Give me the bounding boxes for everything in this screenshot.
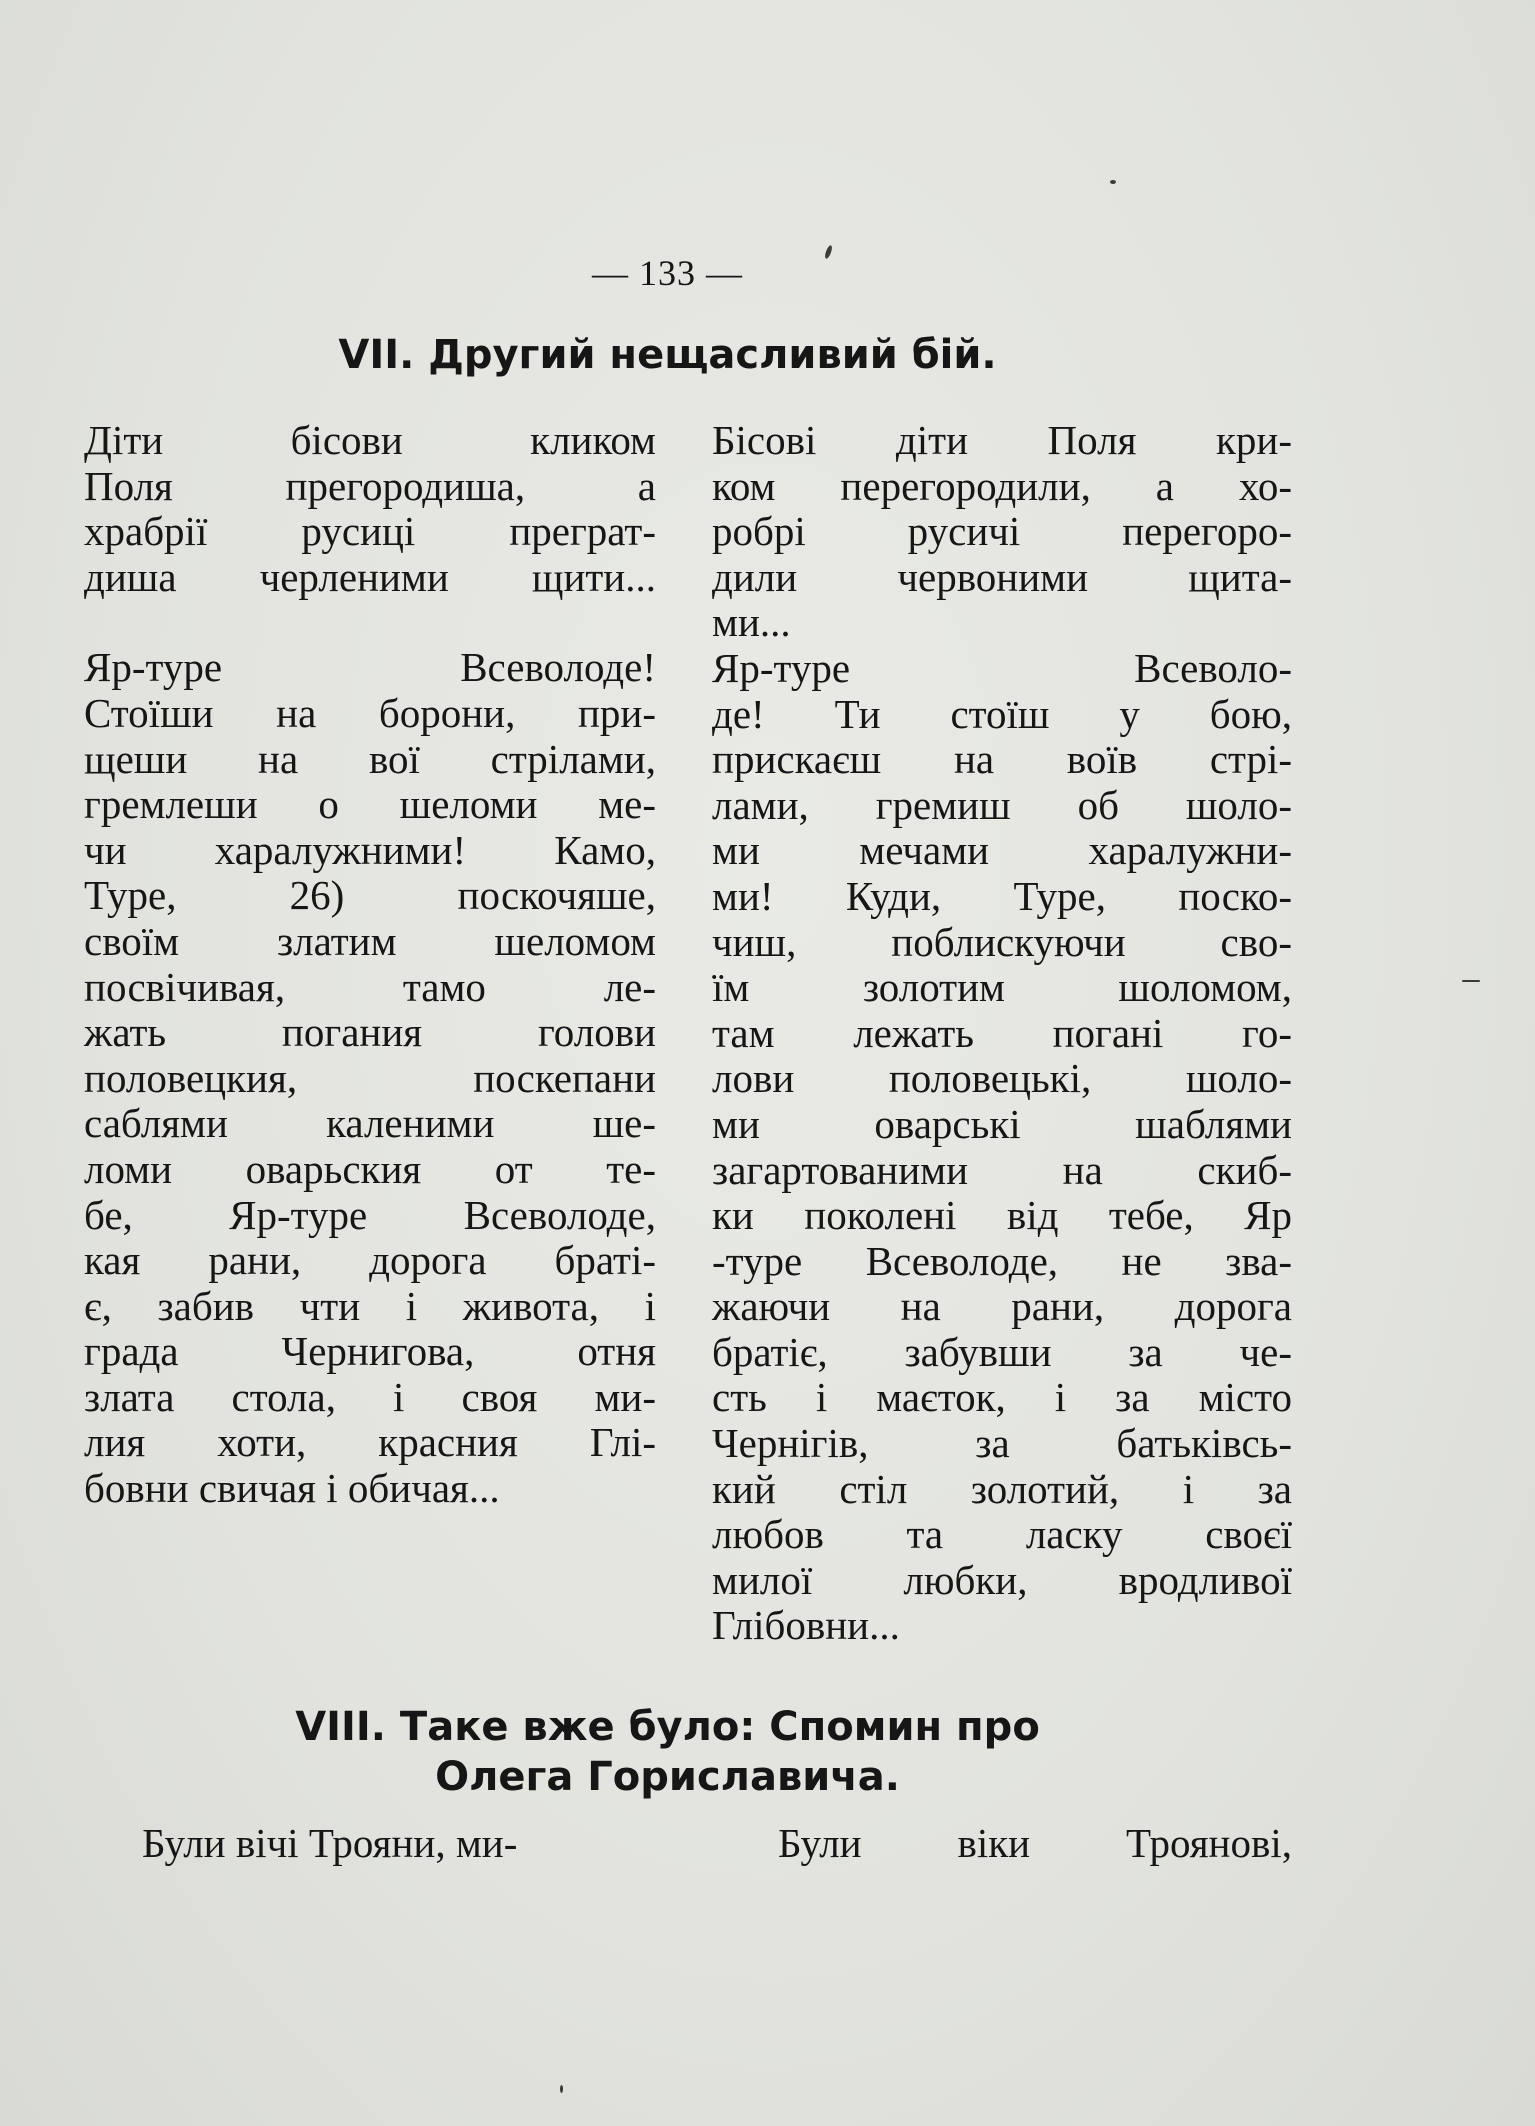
text-line: лами, гремиш об шоло-	[712, 781, 1292, 828]
text-line: де! Ти стоїш у бою,	[712, 690, 1292, 737]
text-line: щеши на вої стрілами,	[84, 735, 656, 782]
text-line: Чернігів, за батьківсь-	[712, 1420, 1292, 1467]
text-line: дили червоними щита-	[712, 553, 1292, 600]
text-line: ком перегородили, а хо-	[712, 462, 1292, 509]
text-line: ми оварські шаблями	[712, 1100, 1292, 1147]
text-line: там лежать погані го-	[712, 1009, 1292, 1056]
text-line: жаючи на рани, дорога	[712, 1283, 1292, 1330]
text-line: диша черленими щити...	[84, 553, 656, 600]
right-column-translation	[712, 418, 1292, 1649]
paragraph-gap	[84, 600, 656, 645]
text-line: кий стіл золотий, і за	[712, 1465, 1292, 1512]
text-line: Бісові діти Поля кри-	[712, 417, 1292, 463]
text-line: жать погания голови	[84, 1009, 656, 1056]
text-line: загартованими на скиб-	[712, 1146, 1292, 1193]
text-line: сть і маєток, і за місто	[712, 1374, 1292, 1421]
text-line: Діти бісови кликом	[84, 417, 656, 463]
text-line: бовни свичая і обичая...	[84, 1465, 500, 1512]
text-line: Глібовни...	[712, 1602, 900, 1649]
section-viii-left-start: Були вічі Трояни, ми-	[142, 1820, 518, 1866]
text-line: Стоїши на борони, при-	[84, 689, 656, 736]
text-line: посвічивая, тамо ле-	[84, 963, 656, 1010]
text-line: їм золотим шоломом,	[712, 964, 1292, 1011]
section-title-vii: VII. Другий нещасливий бій.	[338, 332, 997, 378]
section-title-viii	[0, 1702, 1335, 1802]
page-number: — 133 —	[592, 253, 743, 293]
section-title-viii-line1: VIII. Таке вже було: Спомин про	[295, 1704, 1040, 1750]
text-line: чиш, поблискуючи сво-	[712, 918, 1292, 965]
text-line: є, забив чти і живота, і	[84, 1282, 656, 1329]
text-line: злата стола, і своя ми-	[84, 1373, 656, 1420]
text-line: своїм златим шеломом	[84, 917, 656, 964]
text-line: Яр-туре Всеволоде!	[84, 644, 656, 691]
text-line: кая рани, дорога браті-	[84, 1237, 656, 1284]
text-line: робрі русичі перегоро-	[712, 508, 1292, 555]
text-line: ми мечами харалужни-	[712, 827, 1292, 874]
text-line: Яр-туре Всеволо-	[712, 644, 1292, 691]
text-line: половецкия, поскепани	[84, 1054, 656, 1101]
section-viii-right-start: Були віки Троянові,	[778, 1820, 1292, 1866]
text-line: -туре Всеволоде, не зва-	[712, 1237, 1292, 1284]
text-line: Туре, 26) поскочяше,	[84, 872, 656, 919]
text-line: чи харалужними! Камо,	[84, 826, 656, 873]
print-speck	[1110, 180, 1116, 184]
text-line: бе, Яр-туре Всеволоде,	[84, 1191, 656, 1238]
text-line: лови половецькі, шоло-	[712, 1055, 1292, 1102]
print-speck	[1462, 980, 1480, 982]
text-line: храбрії русиці преграт-	[84, 508, 656, 555]
print-speck	[560, 2085, 563, 2093]
left-column-original	[84, 418, 656, 1512]
text-line: ми! Куди, Туре, поско-	[712, 872, 1292, 919]
text-line: града Чернигова, отня	[84, 1328, 656, 1375]
text-line: ки поколені від тебе, Яр	[712, 1192, 1292, 1239]
text-line: братіє, забувши за че-	[712, 1328, 1292, 1375]
text-line: Поля прегородиша, а	[84, 462, 656, 509]
text-line: ми...	[712, 599, 791, 646]
section-title-viii-line2: Олега Гориславича.	[435, 1754, 900, 1800]
text-line: саблями каленими ше-	[84, 1100, 656, 1147]
text-line: ломи оварьския от те-	[84, 1145, 656, 1192]
text-line: любов та ласку своєї	[712, 1511, 1292, 1558]
text-line: милої любки, вродливої	[712, 1556, 1292, 1603]
text-line: гремлеши о шеломи ме-	[84, 781, 656, 828]
text-line: лия хоти, красния Глі-	[84, 1419, 656, 1466]
text-line: прискаєш на воїв стрі-	[712, 736, 1292, 783]
